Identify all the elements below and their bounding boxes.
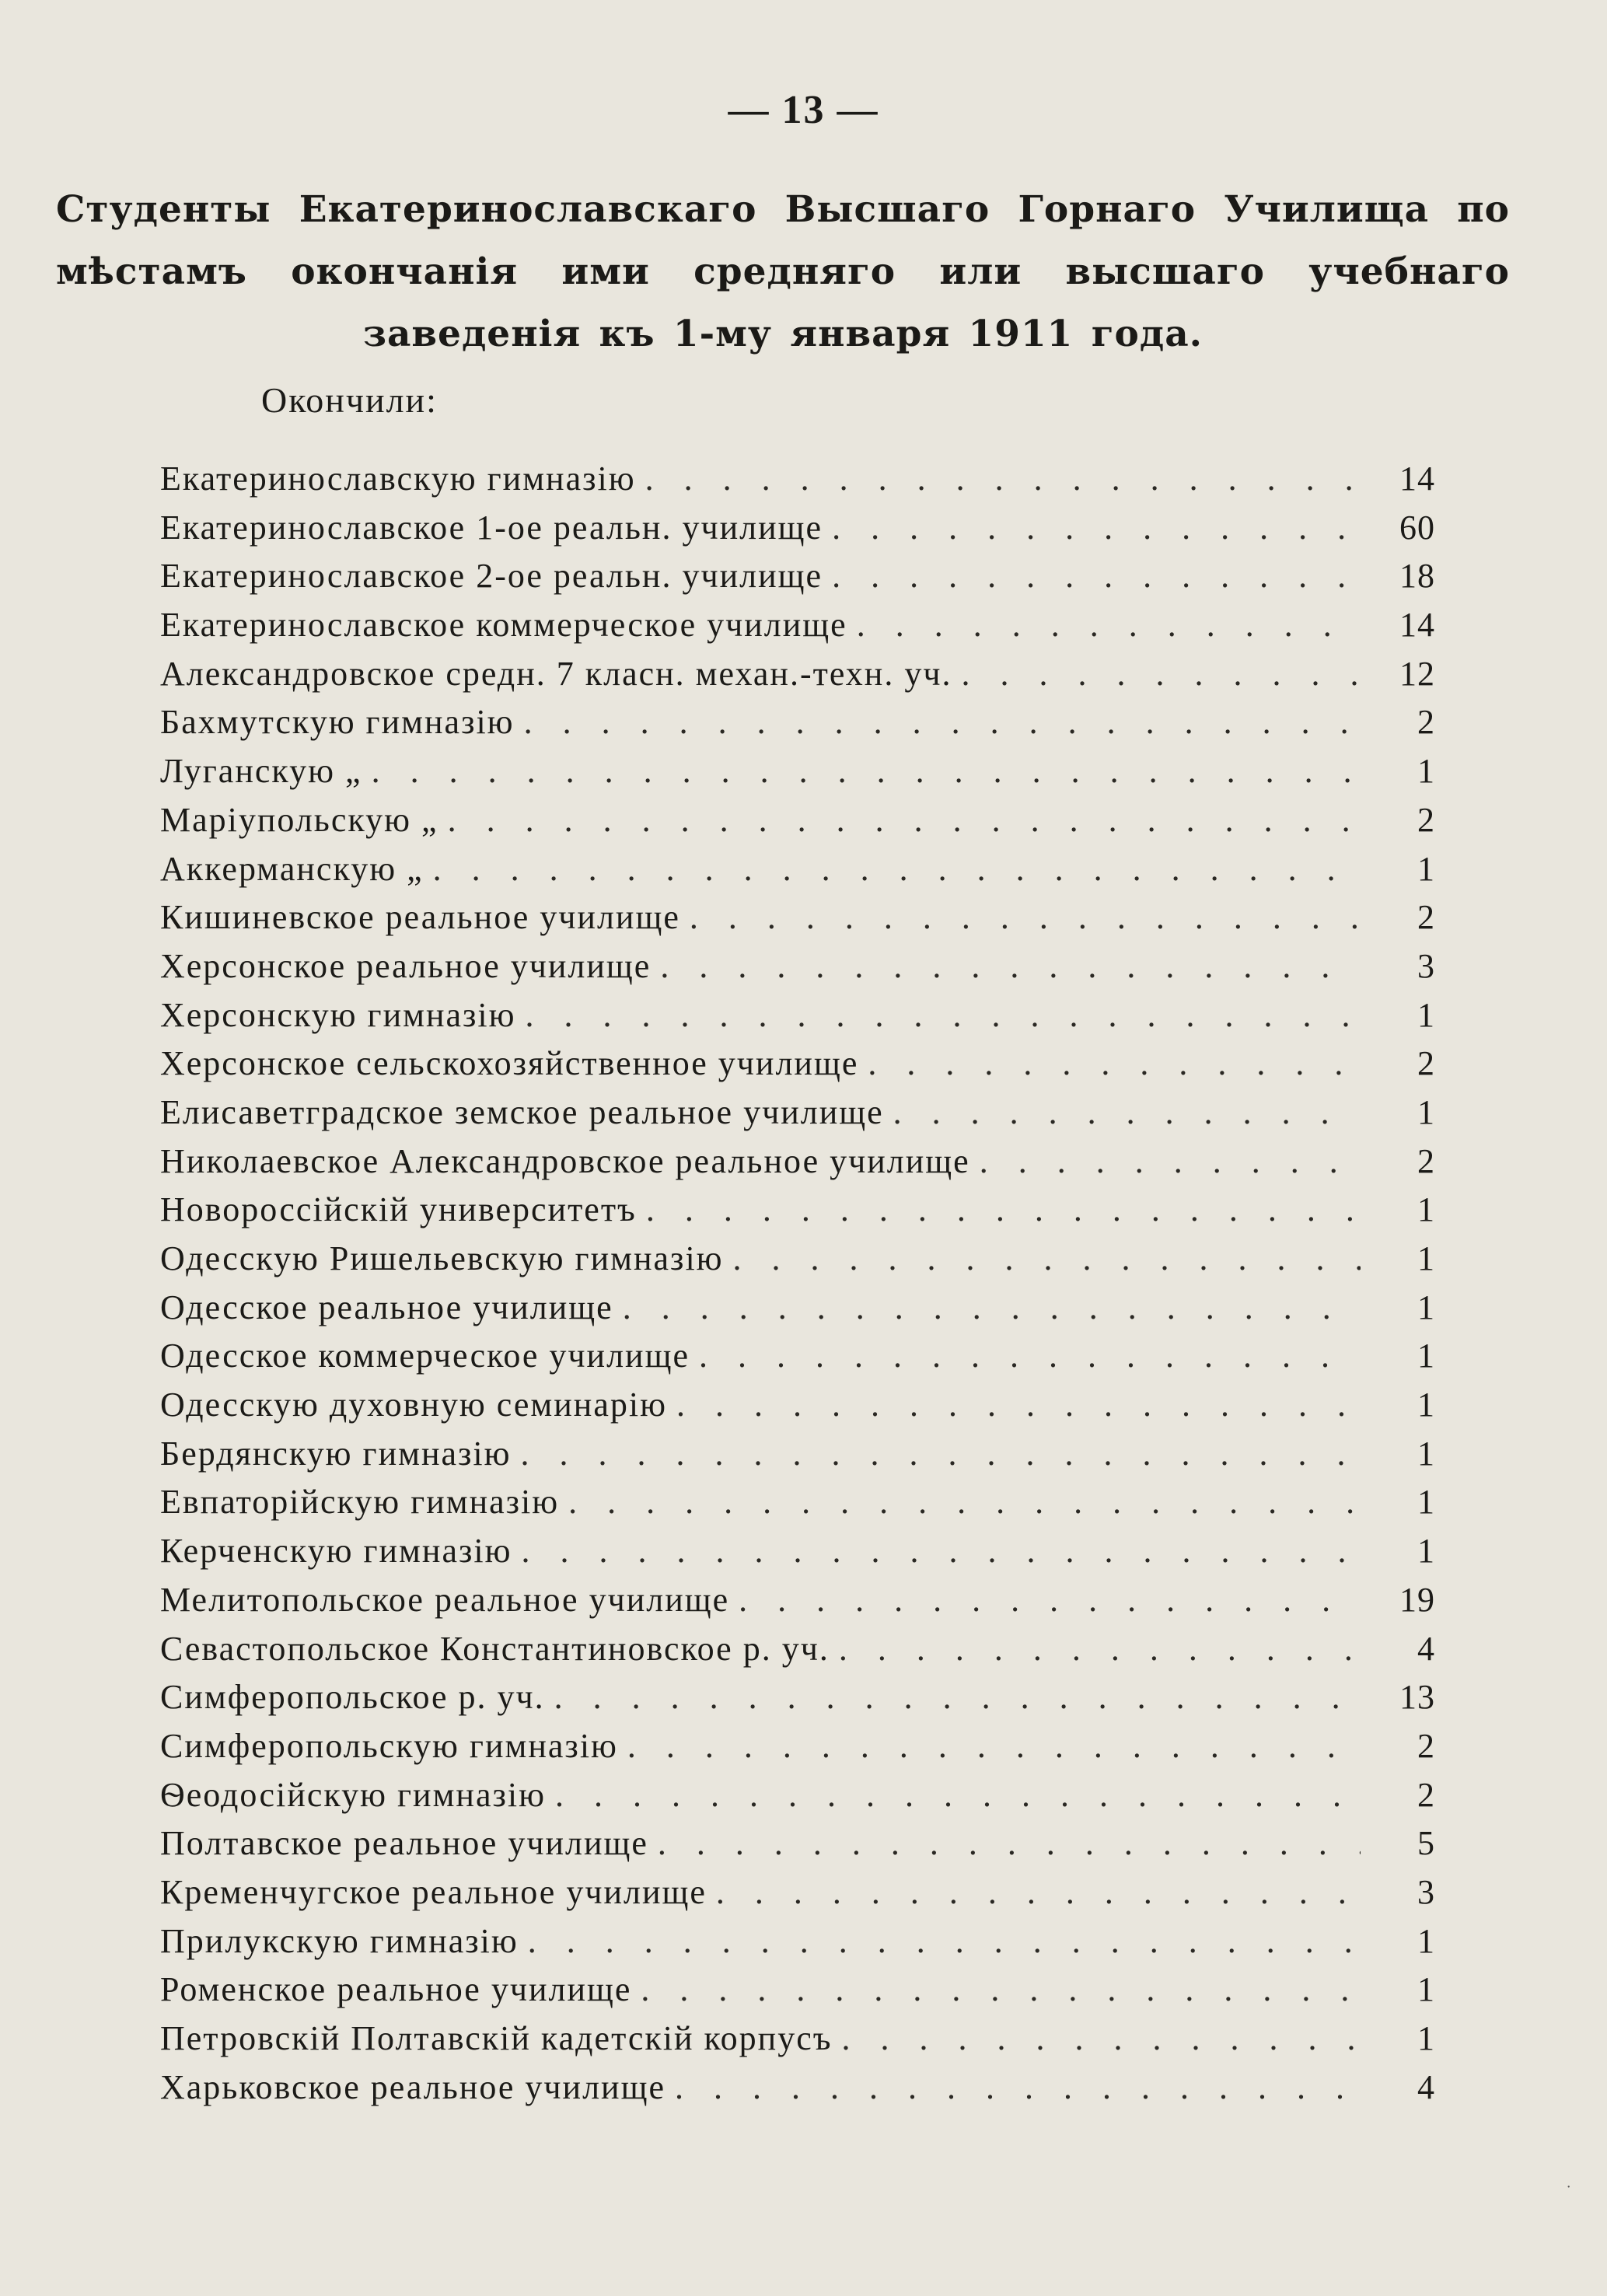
list-item (160, 654, 1435, 703)
dot-leader (868, 1043, 1361, 1083)
dot-leader (832, 556, 1361, 596)
school-name: Александровское средн. 7 класн. механ.-техн. уч. (160, 654, 952, 693)
list-item (160, 1141, 1435, 1190)
student-count: 1 (1417, 1190, 1435, 1229)
list-item (160, 751, 1435, 800)
dot-leader (623, 1288, 1361, 1327)
dot-leader (568, 1482, 1361, 1522)
student-count: 1 (1417, 752, 1435, 791)
list-item (160, 1336, 1435, 1385)
list-item (160, 1531, 1435, 1580)
school-name: Полтавское реальное училище (160, 1824, 648, 1863)
school-name: Бердянскую гимназію (160, 1434, 512, 1473)
student-count: 4 (1417, 1629, 1435, 1668)
dot-leader (660, 946, 1361, 986)
dot-leader (658, 1823, 1361, 1863)
list-item (160, 800, 1435, 849)
dot-leader (841, 2018, 1361, 2058)
student-count: 1 (1417, 1970, 1435, 2009)
dot-leader (733, 1239, 1361, 1278)
page-number: — 13 — (728, 88, 879, 132)
student-count: 2 (1417, 1141, 1435, 1180)
list-item (160, 605, 1435, 654)
dot-leader (641, 1969, 1361, 2009)
school-name: Прилукскую гимназію (160, 1921, 519, 1960)
dot-leader (521, 1531, 1361, 1571)
list-item (160, 508, 1435, 557)
student-count: 1 (1417, 1921, 1435, 1960)
dot-leader (627, 1726, 1361, 1766)
dot-leader (448, 800, 1361, 840)
school-name: Екатеринославское 1-ое реальн. училище (160, 508, 823, 547)
paper-speck: · (1566, 2179, 1571, 2196)
student-count: 1 (1417, 1386, 1435, 1424)
school-name: Екатеринославское коммерческое училище (160, 606, 847, 645)
list-item (160, 1043, 1435, 1092)
dot-leader (433, 849, 1361, 889)
dot-leader (646, 1190, 1361, 1229)
student-count: 2 (1417, 1775, 1435, 1814)
dot-leader (528, 1921, 1361, 1961)
student-count: 2 (1417, 800, 1435, 839)
dot-leader (690, 897, 1361, 937)
school-name: Роменское реальное училище (160, 1970, 632, 2009)
dot-leader (893, 1092, 1361, 1132)
school-name: Симферопольскую гимназію (160, 1726, 618, 1765)
student-count: 60 (1399, 508, 1435, 547)
student-count: 19 (1399, 1580, 1435, 1619)
list-item (160, 1092, 1435, 1141)
list-item (160, 1775, 1435, 1824)
dot-leader (832, 508, 1361, 547)
student-count: 3 (1417, 946, 1435, 985)
student-count: 13 (1399, 1678, 1435, 1717)
dot-leader (645, 459, 1361, 498)
list-item (160, 1190, 1435, 1239)
student-count: 2 (1417, 1044, 1435, 1083)
list-item (160, 1482, 1435, 1531)
school-name: Херсонскую гимназію (160, 995, 516, 1034)
dot-leader (857, 605, 1361, 645)
dot-leader (524, 702, 1361, 742)
list-item (160, 995, 1435, 1044)
list-item (160, 702, 1435, 751)
page-title: Студенты Екатеринославскаго Высшаго Горнаго Училища по мѣстамъ окончанія ими средняго или высшаго учебнаго заведенія къ 1-му января 1911 года. (56, 188, 1510, 355)
list-item (160, 2067, 1435, 2116)
school-name: Одесскую духовную семинарію (160, 1386, 667, 1424)
school-name: Одесское коммерческое училище (160, 1337, 690, 1375)
student-count: 14 (1399, 606, 1435, 645)
student-count: 1 (1417, 1239, 1435, 1277)
school-name: Бахмутскую гимназію (160, 703, 515, 742)
list-item (160, 1580, 1435, 1629)
school-name: Харьковское реальное училище (160, 2067, 666, 2106)
school-name: Петровскій Полтавскій кадетскій корпусъ (160, 2019, 833, 2057)
school-name: Аккерманскую „ (160, 849, 424, 888)
student-count: 1 (1417, 1532, 1435, 1571)
student-count: 18 (1399, 557, 1435, 596)
school-name: Севастопольское Константиновское р. уч. (160, 1629, 830, 1668)
dot-leader (839, 1629, 1361, 1669)
list-item (160, 1385, 1435, 1434)
list-item (160, 1872, 1435, 1921)
school-name: Кишиневское реальное училище (160, 898, 680, 937)
student-count: 1 (1417, 1337, 1435, 1375)
list-item (160, 849, 1435, 898)
school-name: Евпаторійскую гимназію (160, 1483, 560, 1522)
school-name: Екатеринославское 2-ое реальн. училище (160, 557, 823, 596)
student-count: 3 (1417, 1872, 1435, 1911)
dot-leader (521, 1434, 1361, 1473)
student-count: 5 (1417, 1824, 1435, 1863)
school-name: Мелитопольское реальное училище (160, 1580, 730, 1619)
school-name: Луганскую „ (160, 752, 362, 791)
list-item (160, 946, 1435, 995)
list-item (160, 1629, 1435, 1678)
dot-leader (675, 2067, 1361, 2107)
student-count: 2 (1417, 898, 1435, 937)
school-name: Херсонское сельскохозяйственное училище (160, 1044, 859, 1083)
student-count: 1 (1417, 995, 1435, 1034)
section-subheading: Окончили: (261, 380, 438, 420)
student-count: 1 (1417, 2019, 1435, 2057)
student-count: 12 (1399, 654, 1435, 693)
student-count: 1 (1417, 1483, 1435, 1522)
list-item (160, 1239, 1435, 1288)
student-count: 1 (1417, 1092, 1435, 1131)
school-name: Симферопольское р. уч. (160, 1678, 545, 1717)
list-item (160, 1677, 1435, 1726)
school-name: Елисаветградское земское реальное училище (160, 1092, 884, 1131)
school-name: Маріупольскую „ (160, 800, 438, 839)
student-count: 1 (1417, 1434, 1435, 1473)
school-name: Одесскую Ришельевскую гимназію (160, 1239, 724, 1277)
dot-leader (554, 1677, 1361, 1717)
school-name: Кременчугское реальное училище (160, 1872, 707, 1911)
list-item (160, 1726, 1435, 1775)
student-count: 2 (1417, 1726, 1435, 1765)
dot-leader (961, 654, 1361, 694)
student-count: 2 (1417, 703, 1435, 742)
school-name: Николаевское Александровское реальное училище (160, 1141, 970, 1180)
dot-leader (716, 1872, 1361, 1912)
list-item (160, 1823, 1435, 1872)
list-item (160, 1921, 1435, 1970)
dot-leader (372, 751, 1361, 791)
list-item (160, 1969, 1435, 2018)
school-name: Екатеринославскую гимназію (160, 460, 636, 498)
student-count: 4 (1417, 2067, 1435, 2106)
student-count: 1 (1417, 849, 1435, 888)
student-count: 14 (1399, 460, 1435, 498)
dot-leader (699, 1336, 1361, 1375)
dot-leader (526, 995, 1361, 1035)
school-name: Керченскую гимназію (160, 1532, 512, 1571)
dot-leader (555, 1775, 1361, 1815)
list-item (160, 897, 1435, 946)
list-item (160, 459, 1435, 508)
school-name: Новороссійскій университетъ (160, 1190, 637, 1229)
list-item (160, 556, 1435, 605)
school-list (160, 459, 1435, 2116)
dot-leader (980, 1141, 1361, 1181)
dot-leader (739, 1580, 1361, 1620)
student-count: 1 (1417, 1288, 1435, 1326)
list-item (160, 2018, 1435, 2067)
school-name: Ѳеодосійскую гимназію (160, 1775, 546, 1814)
school-name: Херсонское реальное училище (160, 946, 652, 985)
list-item (160, 1288, 1435, 1337)
school-name: Одесское реальное училище (160, 1288, 613, 1326)
dot-leader (676, 1385, 1361, 1424)
list-item (160, 1434, 1435, 1483)
